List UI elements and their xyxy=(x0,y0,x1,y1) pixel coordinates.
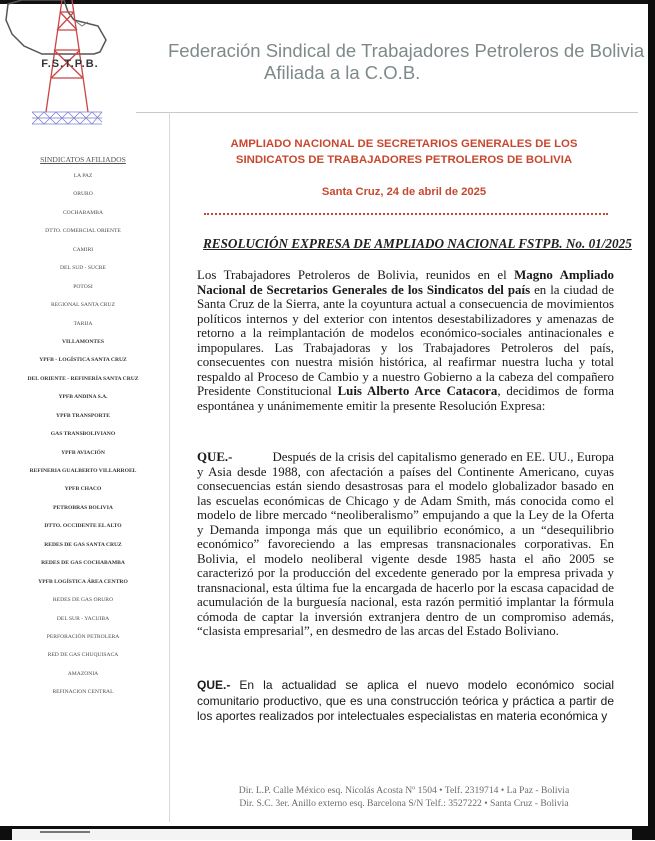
sidebar-item: YPFB CHACO xyxy=(64,486,102,493)
president-name: Luis Alberto Arce Catacora xyxy=(337,384,498,398)
sidebar-divider xyxy=(169,112,170,822)
intro-text-e: , decidimos de forma espontánea y unánimemente emitir la presente Resolución Expresa: xyxy=(197,384,614,413)
sidebar-item: ORURO xyxy=(73,191,93,198)
sidebar-item: TARIJA xyxy=(73,320,93,327)
sidebar-item: RED DE GAS CHUQUISACA xyxy=(47,652,119,659)
sidebar-item: PERFORACIÓN PETROLERA xyxy=(46,633,120,640)
sidebar-item: POTOSI xyxy=(73,283,93,290)
federation-title: Federación Sindical de Trabajadores Petroleros de Bolivia xyxy=(168,40,645,61)
sidebar-heading: SINDICATOS AFILIADOS xyxy=(40,155,126,164)
sidebar-item: REDES DE GAS COCHABAMBA xyxy=(41,560,125,567)
sidebar-item: YPFB LOGÍSTICA ÁREA CENTRO xyxy=(38,578,128,585)
header-divider xyxy=(136,112,638,113)
oil-derrick-icon xyxy=(46,0,88,112)
sidebar-item: REFINACION CENTRAL xyxy=(52,689,114,696)
document-title-line1: AMPLIADO NACIONAL DE SECRETARIOS GENERALES DE LOS xyxy=(230,138,578,150)
footer-address-la-paz: Dir. L.P. Calle México esq. Nicolás Acosta Nº 1504 • Telf. 2319714 • La Paz - Bolivia xyxy=(238,785,570,796)
sidebar-item: PETROBRAS BOLIVIA xyxy=(53,504,113,511)
sidebar-item: REFINERIA GUALBERTO VILLARROEL xyxy=(29,468,137,474)
que-label-2: QUE.- xyxy=(197,678,231,692)
sidebar-item: YPFB - LOGÍSTICA SANTA CRUZ xyxy=(39,357,127,364)
next-page-strip xyxy=(12,829,632,840)
que-paragraph-2 xyxy=(197,678,614,725)
que-paragraph-1 xyxy=(197,450,614,639)
sidebar-item: REDES DE GAS ORURO xyxy=(52,597,114,604)
que-text-1: Después de la crisis del capitalismo generado en EE. UU., Europa y Asia desde 1988, con afectación a países del Continente Americano, cuyas consecuencias están siendo desastrosas para el modelo globalizador basado en las escuelas económicas de Chicago y de Adam Smith, más conocida como el modelo de libre mercado “neoliberalismo” empujando a que la Ley de la Oferta y Demanda imponga más que un equilibrio económico, a un “desequilibrio económico” favoreciendo a las empresas transnacionales corporativas. En Bolivia, el modelo neoliberal vigente desde 1985 hasta el año 2005 se caracterizó por la producción del excedente generado por la empresa privada y transnacional, esta última fue la encargada de hacerlo por la escasa capacidad de acumulación de la burguesía nacional, esta razón permitió implantar la fórmula cómoda de captar la inversión extranjera dentro de un compromiso además, “clasista empresarial”, en desmedro de las arcas del Estado Boliviano. xyxy=(197,450,614,638)
logo-text: F.S.T.P.B. xyxy=(41,58,99,70)
sidebar-list xyxy=(4,167,162,702)
federation-subtitle: Afiliada a la C.O.B. xyxy=(264,62,421,83)
sidebar-item: VILLAMONTES xyxy=(62,338,104,345)
intro-text-a: Los Trabajadores Petroleros de Bolivia, reunidos en el xyxy=(197,268,515,282)
sidebar-item: LA PAZ xyxy=(73,173,93,179)
footer-address-santa-cruz: Dir. S.C. 3er. Anillo externo esq. Barcelona S/N Telf.: 3527222 • Santa Cruz - Bolivia xyxy=(239,798,569,809)
sidebar-item: REGIONAL SANTA CRUZ xyxy=(51,302,115,309)
resolution-heading: RESOLUCIÓN EXPRESA DE AMPLIADO NACIONAL FSTPB. No. 01/2025 xyxy=(203,236,632,251)
sidebar-item: DTTO. OCCIDENTE EL ALTO xyxy=(44,523,122,530)
intro-text-c: en la ciudad de Santa Cruz de la Sierra, ante la coyuntura actual a consecuencia de movimientos políticos internos y del exterior con intentos desestabilizadores y amenazas de retorno a la reimplantación de modelos económico-sociales antinacionales e impopulares. Las Trabajadoras y los Trabajadores Petroleros del país, consecuentes con nuestra misión histórica, al reafirmar nuestra lucha y total respaldo al Proceso de Cambio y a nuestro Gobierno a la cabeza del compañero Presidente Constitucional xyxy=(197,282,615,398)
sidebar-item: CAMIRI xyxy=(72,246,94,253)
sidebar-item: DEL SUR - YACUIBA xyxy=(56,615,110,622)
sidebar-item: DTTO. COMERCIAL ORIENTE xyxy=(45,228,121,235)
scan-right-edge xyxy=(648,0,655,840)
intro-text-bold: Magno Ampliado Nacional de Secretarios Generales de los Sindicatos del país xyxy=(197,268,615,297)
que-label-1: QUE.- xyxy=(197,450,233,464)
sidebar-item: DEL ORIENTE - REFINERÍA SANTA CRUZ xyxy=(27,375,139,382)
sidebar-item: AMAZONIA xyxy=(67,670,99,677)
dotted-divider xyxy=(204,213,608,215)
sidebar-item: COCHABAMBA xyxy=(62,209,104,216)
sidebar-item: REDES DE GAS SANTA CRUZ xyxy=(44,541,122,548)
que-text-2: En la actualidad se aplica el nuevo modelo económico social comunitario productivo, que es una construcción teórica y práctica a partir de los aportes realizados por intelectuales especialistas en materia económica y xyxy=(197,678,614,724)
sidebar-item: DEL SUD - SUCRE xyxy=(60,265,106,272)
sidebar-item: YPFB ANDINA S.A. xyxy=(58,394,108,401)
sidebar-item: YPFB TRANSPORTE xyxy=(56,412,110,419)
intro-paragraph xyxy=(197,268,614,413)
sidebar-item: GAS TRANSBOLIVIANO xyxy=(50,431,116,438)
document-date: Santa Cruz, 24 de abril de 2025 xyxy=(321,186,487,198)
sidebar-item: YPFB AVIACIÓN xyxy=(61,449,105,456)
affiliated-unions-sidebar xyxy=(4,152,162,702)
document-title-line2: SINDICATOS DE TRABAJADORES PETROLEROS DE BOLIVIA xyxy=(235,154,573,166)
